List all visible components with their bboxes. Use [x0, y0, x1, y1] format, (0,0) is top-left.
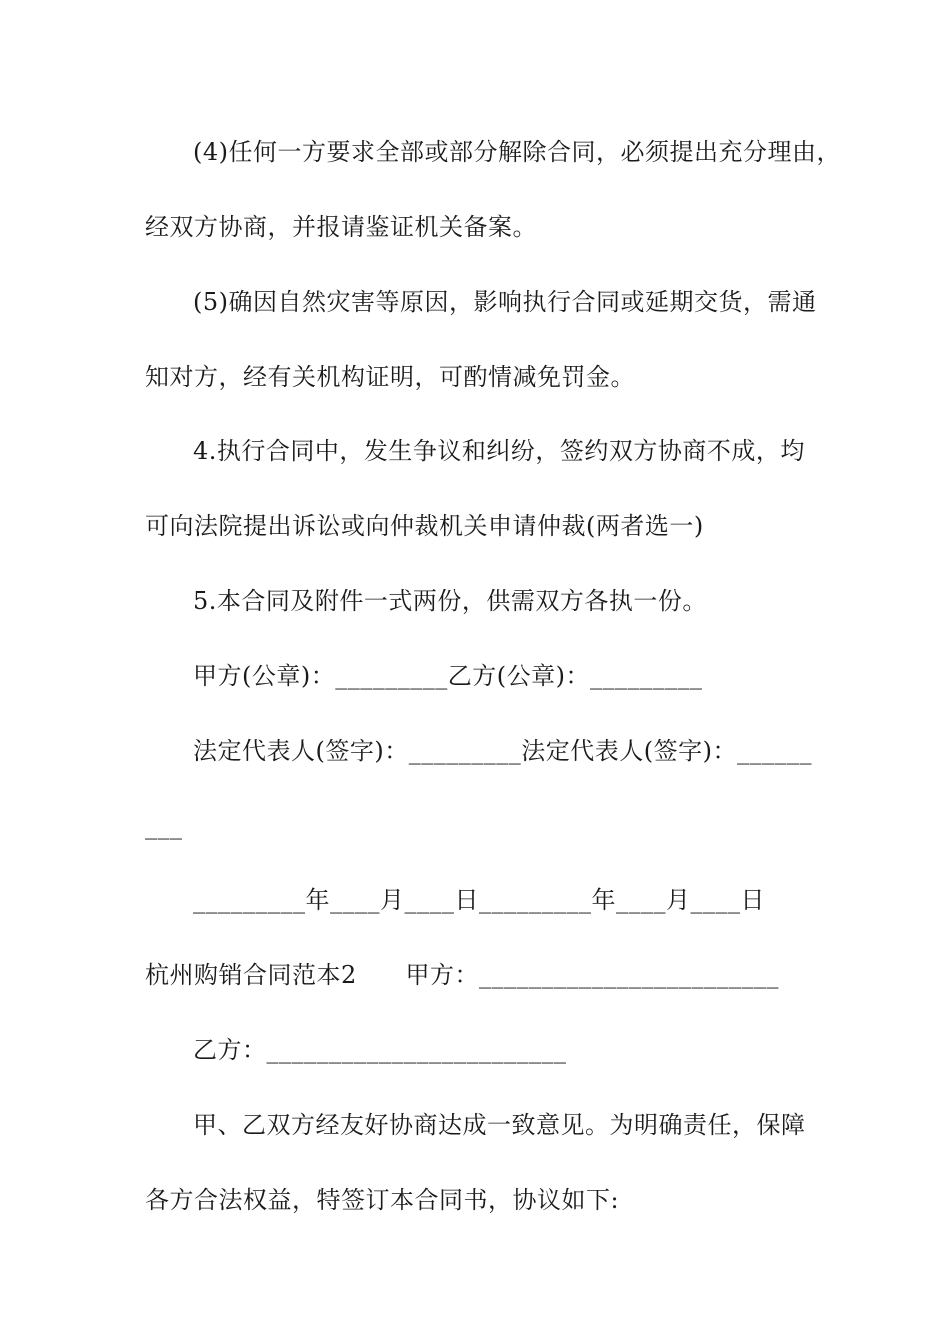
clause-4-line-2: 经双方协商，并报请鉴证机关备案。 — [145, 213, 537, 241]
seal-line: 甲方(公章)：_________乙方(公章)：_________ — [193, 662, 703, 690]
dispute-clause-line-1: 4.执行合同中，发生争议和纠纷，签约双方协商不成，均 — [193, 437, 805, 465]
contract-template-2-heading: 杭州购销合同范本2 甲方：________________________ — [145, 961, 780, 989]
clause-4-line-1: (4)任何一方要求全部或部分解除合同，必须提出充分理由， — [193, 138, 841, 166]
party-b-line: 乙方：________________________ — [193, 1036, 567, 1064]
clause-5-line-2: 知对方，经有关机构证明，可酌情减免罚金。 — [145, 363, 635, 391]
preamble-line-2: 各方合法权益，特签订本合同书，协议如下: — [145, 1186, 620, 1214]
copies-clause: 5.本合同及附件一式两份，供需双方各执一份。 — [193, 587, 707, 615]
representative-signature-line: 法定代表人(签字)：_________法定代表人(签字)：______ — [193, 737, 812, 765]
preamble-line-1: 甲、乙双方经友好协商达成一致意见。为明确责任，保障 — [193, 1111, 806, 1139]
dispute-clause-line-2: 可向法院提出诉讼或向仲裁机关申请仲裁(两者选一) — [145, 512, 704, 540]
date-line: _________年____月____日_________年____月____日 — [193, 886, 765, 914]
clause-5-line-1: (5)确因自然灾害等原因，影响执行合同或延期交货，需通 — [193, 288, 817, 316]
signature-line-continuation: ___ — [145, 812, 183, 840]
